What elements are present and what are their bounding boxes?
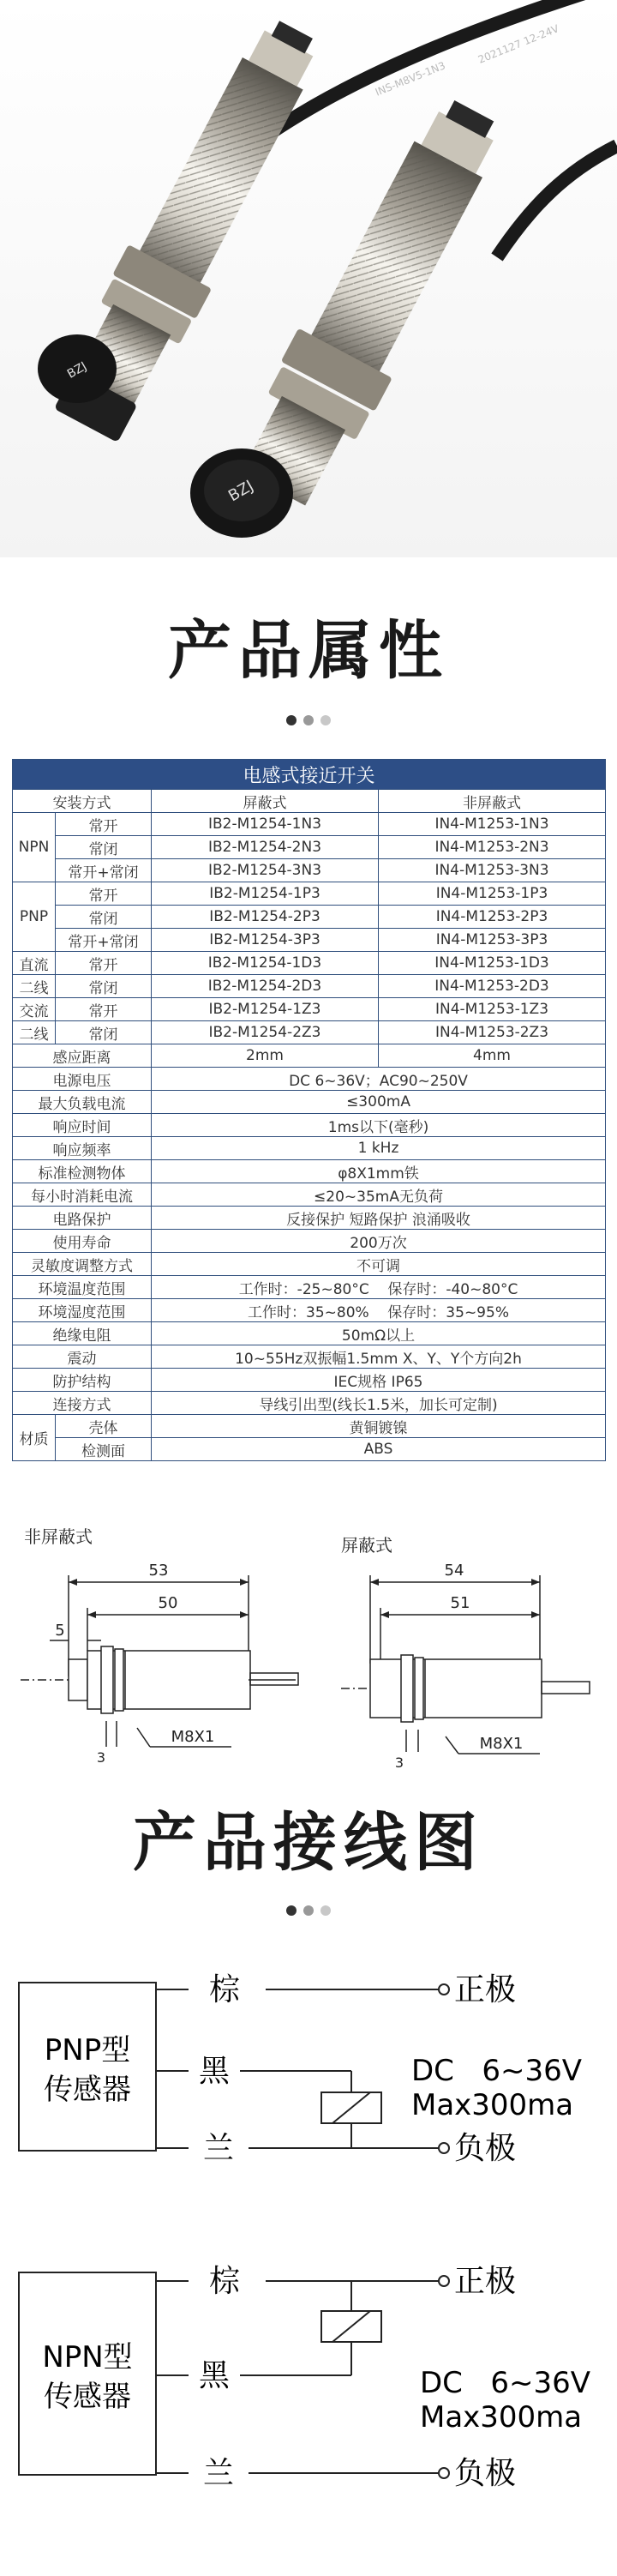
- spec-value: 工作时：35~80% 保存时：35~95%: [152, 1299, 606, 1322]
- table-row: [13, 1299, 606, 1322]
- spec-label: 防护结构: [13, 1369, 152, 1392]
- npn-wire-black: 黑: [198, 2358, 231, 2393]
- product-photo: [0, 0, 617, 557]
- spec-label: 最大负载电流: [13, 1091, 152, 1114]
- spec-label: 震动: [13, 1345, 152, 1369]
- spec-label: 环境温度范围: [13, 1276, 152, 1299]
- pnp-negative: 负极: [454, 2131, 517, 2166]
- pagination-dots: [0, 1905, 617, 1916]
- table-row: [13, 929, 606, 952]
- pnp-positive: 正极: [454, 1972, 517, 2007]
- dim-right-title: 屏蔽式: [341, 1535, 392, 1556]
- model-unshielded: IN4-M1253-3P3: [379, 929, 606, 952]
- table-row: [13, 952, 606, 975]
- model-shielded: IB2-M1254-1P3: [152, 882, 379, 906]
- model-unshielded: IN4-M1253-1P3: [379, 882, 606, 906]
- section-title-attributes: 产品属性: [168, 614, 449, 688]
- model-shielded: IB2-M1254-3P3: [152, 929, 379, 952]
- spec-label: 灵敏度调整方式: [13, 1253, 152, 1276]
- spec-label: 响应时间: [13, 1114, 152, 1137]
- spec-label: 使用寿命: [13, 1230, 152, 1253]
- table-row: [13, 1091, 606, 1114]
- model-shielded: IB2-M1254-1N3: [152, 813, 379, 836]
- attributes-section-header: [0, 600, 617, 725]
- spec-table-container: [12, 759, 605, 1461]
- material-row-label: 检测面: [56, 1438, 152, 1461]
- spec-value: 1ms以下(毫秒): [152, 1114, 606, 1137]
- table-title: 电感式接近开关: [13, 760, 606, 790]
- npn-type-line1: NPN型: [42, 2340, 133, 2374]
- pnp-wire-blue: 兰: [202, 2131, 235, 2166]
- npn-wire-brown: 棕: [208, 2264, 241, 2299]
- sensor-brand-left: BZJ: [64, 359, 90, 382]
- group-dc-line2: 二线: [13, 975, 56, 998]
- spec-value: 50mΩ以上: [152, 1322, 606, 1345]
- table-row: [13, 1415, 606, 1438]
- table-row: [13, 859, 606, 882]
- table-row: [13, 1160, 606, 1183]
- npn-voltage: DC 6~36V: [420, 2366, 590, 2400]
- row-label: 常开: [56, 998, 152, 1021]
- row-label: 常闭: [56, 975, 152, 998]
- npn-positive: 正极: [454, 2264, 517, 2299]
- table-row: [13, 1044, 606, 1068]
- table-row: [13, 882, 606, 906]
- table-row: [13, 975, 606, 998]
- spec-value: 不可调: [152, 1253, 606, 1276]
- sensing-unshielded: 4mm: [379, 1044, 606, 1068]
- model-shielded: IB2-M1254-1Z3: [152, 998, 379, 1021]
- material-label: 材质: [13, 1415, 56, 1461]
- spec-value: DC 6~36V；AC90~250V: [152, 1068, 606, 1091]
- sensing-shielded: 2mm: [152, 1044, 379, 1068]
- dim-left-thread: M8X1: [171, 1728, 215, 1746]
- model-shielded: IB2-M1254-2Z3: [152, 1021, 379, 1044]
- dim-right-total: 54: [444, 1562, 464, 1580]
- npn-type-line2: 传感器: [44, 2380, 131, 2414]
- model-unshielded: IN4-M1253-1D3: [379, 952, 606, 975]
- sensing-label: 感应距离: [13, 1044, 152, 1068]
- table-row: [13, 1137, 606, 1160]
- dim-right-body: 51: [450, 1594, 470, 1612]
- dot: [320, 1905, 331, 1916]
- dot: [320, 715, 331, 725]
- material-row-label: 壳体: [56, 1415, 152, 1438]
- dot: [286, 1905, 297, 1916]
- spec-value: 工作时：-25~80°C 保存时：-40~80°C: [152, 1276, 606, 1299]
- spec-label: 连接方式: [13, 1392, 152, 1415]
- spec-label: 标准检测物体: [13, 1160, 152, 1183]
- spec-value: 1 kHz: [152, 1137, 606, 1160]
- spec-label: 每小时消耗电流: [13, 1183, 152, 1207]
- dim-left-body: 50: [158, 1594, 178, 1612]
- table-row: [13, 1183, 606, 1207]
- pnp-wire-black: 黑: [198, 2054, 231, 2089]
- pnp-voltage: DC 6~36V: [411, 2054, 582, 2088]
- cable-print-2: 2021127 12-24V: [476, 22, 561, 66]
- sensor-illustration: [0, 0, 617, 557]
- group-npn: NPN: [13, 813, 56, 882]
- table-row: [13, 1322, 606, 1345]
- npn-current: Max300ma: [420, 2400, 583, 2435]
- dot: [286, 715, 297, 725]
- header-shielded: 屏蔽式: [152, 790, 379, 813]
- row-label: 常闭: [56, 906, 152, 929]
- pnp-type-line2: 传感器: [44, 2073, 131, 2107]
- row-label: 常开: [56, 813, 152, 836]
- spec-value: IEC规格 IP65: [152, 1369, 606, 1392]
- dim-right-thread: M8X1: [479, 1735, 524, 1753]
- sensor-brand-right: BZJ: [225, 477, 257, 506]
- group-ac-line1: 交流: [13, 998, 56, 1021]
- table-row: [13, 906, 606, 929]
- material-row-value: ABS: [152, 1438, 606, 1461]
- npn-negative: 负极: [454, 2456, 517, 2491]
- spec-value: 10~55Hz双振幅1.5mm X、Y、Y个方向2h: [152, 1345, 606, 1369]
- pnp-type-line1: PNP型: [44, 2033, 131, 2067]
- dim-right-nut: 3: [394, 1754, 404, 1771]
- table-row: [13, 1276, 606, 1299]
- group-ac-line2: 二线: [13, 1021, 56, 1044]
- model-unshielded: IN4-M1253-3N3: [379, 859, 606, 882]
- table-row: [13, 836, 606, 859]
- pnp-wire-brown: 棕: [208, 1972, 241, 2007]
- table-row: [13, 1068, 606, 1091]
- spec-value: ≤300mA: [152, 1091, 606, 1114]
- spec-value: ≤20~35mA无负荷: [152, 1183, 606, 1207]
- table-row: [13, 1438, 606, 1461]
- dim-left-total: 53: [148, 1562, 169, 1580]
- model-unshielded: IN4-M1253-1N3: [379, 813, 606, 836]
- model-unshielded: IN4-M1253-2D3: [379, 975, 606, 998]
- material-row-value: 黄铜镀镍: [152, 1415, 606, 1438]
- group-dc-line1: 直流: [13, 952, 56, 975]
- table-row: [13, 1114, 606, 1137]
- header-install: 安装方式: [13, 790, 152, 813]
- npn-wiring-diagram: [0, 2247, 617, 2573]
- table-row: [13, 1021, 606, 1044]
- row-label: 常开: [56, 882, 152, 906]
- spec-label: 环境湿度范围: [13, 1299, 152, 1322]
- spec-label: 响应频率: [13, 1137, 152, 1160]
- header-unshielded: 非屏蔽式: [379, 790, 606, 813]
- table-row: [13, 1345, 606, 1369]
- model-unshielded: IN4-M1253-2P3: [379, 906, 606, 929]
- spec-label: 绝缘电阻: [13, 1322, 152, 1345]
- spec-table: [12, 759, 606, 1461]
- table-row: [13, 1392, 606, 1415]
- table-row: [13, 813, 606, 836]
- table-row: [13, 1230, 606, 1253]
- row-label: 常开: [56, 952, 152, 975]
- model-shielded: IB2-M1254-2P3: [152, 906, 379, 929]
- cable-print-1: INS-M8V5-1N3: [373, 59, 447, 99]
- spec-label: 电路保护: [13, 1207, 152, 1230]
- model-shielded: IB2-M1254-2N3: [152, 836, 379, 859]
- dim-left-title: 非屏蔽式: [24, 1526, 93, 1547]
- row-label: 常开+常闭: [56, 929, 152, 952]
- row-label: 常开+常闭: [56, 859, 152, 882]
- model-unshielded: IN4-M1253-2Z3: [379, 1021, 606, 1044]
- table-row: [13, 998, 606, 1021]
- spec-value: φ8X1mm铁: [152, 1160, 606, 1183]
- model-shielded: IB2-M1254-3N3: [152, 859, 379, 882]
- pnp-wiring-diagram: [0, 1955, 617, 2212]
- model-shielded: IB2-M1254-2D3: [152, 975, 379, 998]
- pagination-dots: [0, 715, 617, 725]
- table-row: [13, 1253, 606, 1276]
- dim-left-nut: 3: [96, 1749, 106, 1766]
- pnp-current: Max300ma: [411, 2088, 574, 2122]
- row-label: 常闭: [56, 1021, 152, 1044]
- npn-wire-blue: 兰: [202, 2456, 235, 2491]
- table-row: [13, 1207, 606, 1230]
- row-label: 常闭: [56, 836, 152, 859]
- spec-label: 电源电压: [13, 1068, 152, 1091]
- spec-value: 200万次: [152, 1230, 606, 1253]
- dim-left-head: 5: [55, 1622, 65, 1640]
- section-title-wiring: 产品接线图: [133, 1806, 484, 1880]
- dot: [303, 715, 314, 725]
- dot: [303, 1905, 314, 1916]
- model-unshielded: IN4-M1253-2N3: [379, 836, 606, 859]
- spec-value: 导线引出型(线长1.5米，加长可定制): [152, 1392, 606, 1415]
- table-row: [13, 1369, 606, 1392]
- dimension-drawings: [0, 1522, 617, 1779]
- group-pnp: PNP: [13, 882, 56, 952]
- spec-value: 反接保护 短路保护 浪涌吸收: [152, 1207, 606, 1230]
- wiring-section-header: [0, 1792, 617, 1916]
- model-unshielded: IN4-M1253-1Z3: [379, 998, 606, 1021]
- model-shielded: IB2-M1254-1D3: [152, 952, 379, 975]
